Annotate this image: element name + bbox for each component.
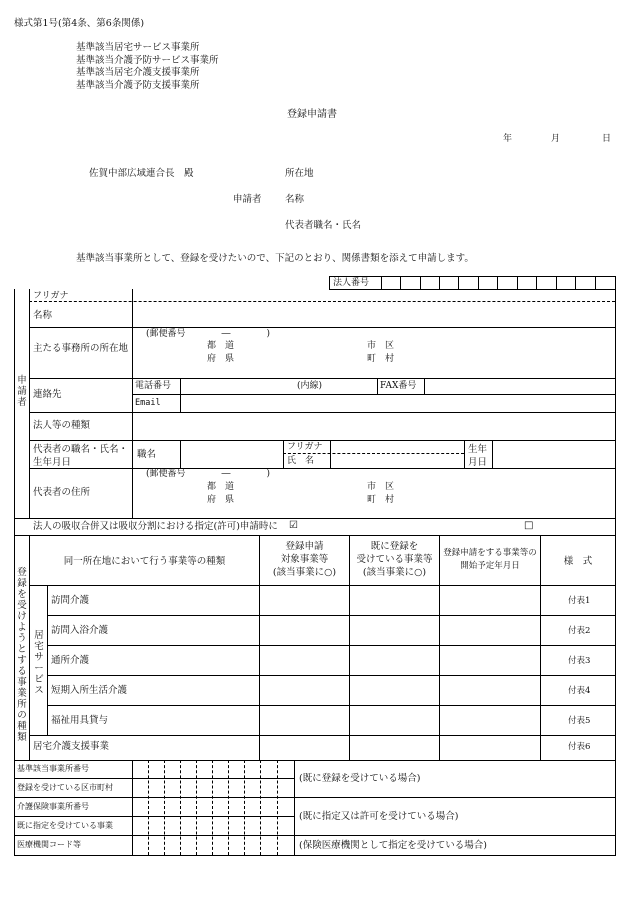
business-type-2: 基準該当介護予防サービス事業所 xyxy=(76,55,219,66)
service-row-3-target[interactable] xyxy=(260,646,348,674)
city-2: 町 村 xyxy=(367,354,395,364)
service-row-1-target[interactable] xyxy=(260,586,348,614)
care-support-name: 居宅介護支援事業 xyxy=(33,741,110,752)
merger-checkbox-checked[interactable]: ☑ xyxy=(289,520,298,531)
section-applicant-label: 申請者 xyxy=(17,375,27,408)
insurance-number-cells[interactable] xyxy=(133,798,293,815)
business-type-1: 基準該当居宅サービス事業所 xyxy=(76,42,200,53)
corp-number-cells[interactable] xyxy=(382,277,615,289)
col-start-2: 開始予定年月日 xyxy=(460,561,520,571)
col-registered-1: 既に登録を xyxy=(370,541,419,552)
rep-city-2: 町 村 xyxy=(367,495,395,505)
name-label: 名称 xyxy=(33,310,53,321)
registered-municipality-cells[interactable] xyxy=(133,779,293,796)
designated-business-cells[interactable] xyxy=(133,817,293,834)
bottom-label-2: 登録を受けている区市町村 xyxy=(17,783,113,792)
applicant-rep-label: 代表者職名・氏名 xyxy=(285,220,362,231)
rep-address-input[interactable] xyxy=(133,469,614,517)
fax-label: FAX番号 xyxy=(380,381,417,391)
page-title: 登録申請書 xyxy=(287,109,337,120)
applicant-address-label: 所在地 xyxy=(285,168,314,179)
bottom-label-3: 介護保険事業所番号 xyxy=(17,802,89,811)
main-office-input[interactable] xyxy=(133,328,614,377)
medical-code-cells[interactable] xyxy=(133,836,293,854)
email-label: Email xyxy=(135,398,161,408)
care-support-form: 付表6 xyxy=(568,742,591,752)
addressee: 佐賀中部広域連合長 殿 xyxy=(89,168,194,179)
applicant-label: 申請者 xyxy=(233,194,262,205)
col-target-1: 登録申請 xyxy=(285,541,324,552)
pref-1: 都 道 xyxy=(207,341,235,351)
service-name-5: 福祉用具貸与 xyxy=(51,715,109,726)
col-target-3: (該当事業に○) xyxy=(272,567,337,578)
service-name-4: 短期入所生活介護 xyxy=(51,685,128,696)
bottom-note-1: (既に登録を受けている場合) xyxy=(299,773,421,784)
pref-2: 府 県 xyxy=(207,354,235,364)
date-day: 日 xyxy=(602,134,612,144)
merger-checkbox[interactable]: □ xyxy=(524,520,534,531)
applicant-name-label: 名称 xyxy=(285,194,305,205)
post-label: 職名 xyxy=(137,449,157,460)
col-target-2: 対象事業等 xyxy=(280,554,329,565)
service-row-2-target[interactable] xyxy=(260,616,348,644)
post-input[interactable] xyxy=(181,441,282,467)
facility-number-cells[interactable] xyxy=(133,761,293,778)
intro-text: 基準該当事業所として、登録を受けたいので、下記のとおり、関係書類を添えて申請します。 xyxy=(76,253,474,264)
contact-label: 連絡先 xyxy=(33,389,62,400)
phone-label: 電話番号 xyxy=(135,381,172,391)
date-month: 月 xyxy=(551,134,561,144)
service-form-3: 付表3 xyxy=(568,656,591,666)
phone-input[interactable] xyxy=(181,379,376,393)
postal-code-1: (郵便番号 ― ) xyxy=(146,329,271,339)
main-office-label: 主たる事務所の所在地 xyxy=(33,343,129,354)
rep-name-label: 氏 名 xyxy=(287,456,315,466)
furigana-label: フリガナ xyxy=(33,291,69,301)
form-number: 様式第1号(第4条、第6条関係) xyxy=(14,18,145,29)
corp-type-label: 法人等の種類 xyxy=(33,420,91,431)
furigana-input[interactable] xyxy=(133,290,614,301)
business-type-3: 基準該当居宅介護支援事業所 xyxy=(76,67,200,78)
service-row-5-target[interactable] xyxy=(260,706,348,734)
bottom-label-5: 医療機関コード等 xyxy=(17,840,81,849)
service-name-3: 通所介護 xyxy=(51,655,90,666)
service-form-1: 付表1 xyxy=(568,596,591,606)
corp-type-input[interactable] xyxy=(133,413,614,439)
service-form-2: 付表2 xyxy=(568,626,591,636)
email-input[interactable] xyxy=(181,395,614,411)
rep-name-input[interactable] xyxy=(331,441,463,467)
date-year: 年 xyxy=(503,134,513,144)
rep-city-1: 市 区 xyxy=(367,482,395,492)
rep-pref-2: 府 県 xyxy=(207,495,235,505)
name-input[interactable] xyxy=(133,302,614,326)
care-support-target[interactable] xyxy=(260,736,348,759)
col-start-1: 登録申請をする事業等の xyxy=(443,548,537,558)
col-service-type: 同一所在地において行う事業等の種類 xyxy=(63,556,226,567)
col-registered-2: 受けている事業等 xyxy=(356,554,433,565)
rep-pref-1: 都 道 xyxy=(207,482,235,492)
birth-input[interactable] xyxy=(493,441,614,467)
service-form-4: 付表4 xyxy=(568,686,591,696)
birth-label: 生年月日 xyxy=(468,444,488,468)
col-registered-3: (該当事業に○) xyxy=(362,567,427,578)
bottom-label-4: 既に指定を受けている事業 xyxy=(17,821,113,830)
fax-input[interactable] xyxy=(425,379,614,393)
extension-label: (内線) xyxy=(297,381,323,391)
business-type-4: 基準該当介護予防支援事業所 xyxy=(76,80,200,91)
bottom-note-2: (既に指定又は許可を受けている場合) xyxy=(299,811,459,822)
rep-info-label: 代表者の職名・氏名・生年月日 xyxy=(33,444,129,468)
col-form: 様 式 xyxy=(563,556,593,567)
postal-code-2: (郵便番号 ― ) xyxy=(146,469,271,479)
city-1: 市 区 xyxy=(367,341,395,351)
service-name-2: 訪問入浴介護 xyxy=(51,625,109,636)
rep-address-label: 代表者の住所 xyxy=(33,487,91,498)
service-form-5: 付表5 xyxy=(568,716,591,726)
section-services-label: 登録を受けようとする事業所の種類 xyxy=(17,567,27,743)
service-row-4-target[interactable] xyxy=(260,676,348,704)
home-service-label: 居宅サービス xyxy=(34,630,44,696)
bottom-note-3: (保険医療機関として指定を受けている場合) xyxy=(299,840,487,851)
rep-furigana-label: フリガナ xyxy=(287,442,323,452)
service-name-1: 訪問介護 xyxy=(51,595,90,606)
merger-label: 法人の吸収合併又は吸収分割における指定(許可)申請時に xyxy=(33,521,278,532)
bottom-label-1: 基準該当事業所番号 xyxy=(17,764,89,773)
corp-number-label: 法人番号 xyxy=(333,278,370,288)
